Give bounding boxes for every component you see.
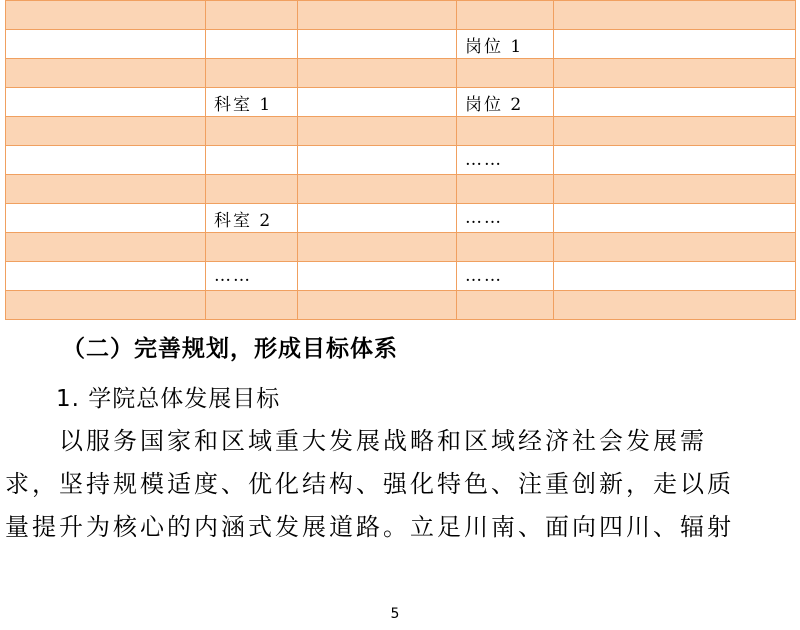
table-cell xyxy=(457,59,554,88)
table-row xyxy=(6,1,796,30)
table-cell xyxy=(206,30,298,59)
table-cell xyxy=(298,146,457,175)
table-cell xyxy=(6,88,206,117)
table-cell xyxy=(298,204,457,233)
table-cell xyxy=(206,291,298,320)
table-cell xyxy=(554,233,796,262)
table-cell xyxy=(298,59,457,88)
table-row xyxy=(6,59,796,88)
table-cell xyxy=(298,117,457,146)
paragraph-line: 量提升为核心的内涵式发展道路。立足川南、面向四川、辐射 xyxy=(5,513,734,541)
table-cell xyxy=(554,146,796,175)
table-cell xyxy=(6,30,206,59)
paragraph-line: 以服务国家和区域重大发展战略和区域经济社会发展需 xyxy=(59,427,707,455)
table-cell xyxy=(457,117,554,146)
table-cell xyxy=(6,146,206,175)
table-cell xyxy=(554,262,796,291)
table-cell: …… xyxy=(206,262,298,291)
table-row xyxy=(6,291,796,320)
table-cell: …… xyxy=(457,146,554,175)
table-cell xyxy=(298,291,457,320)
table-row xyxy=(6,88,796,117)
table-cell: …… xyxy=(457,262,554,291)
table-row xyxy=(6,262,796,291)
table-cell: 科室 2 xyxy=(206,204,298,233)
page-number: 5 xyxy=(390,606,400,622)
table-cell xyxy=(554,30,796,59)
body-paragraph xyxy=(5,420,795,549)
table-cell xyxy=(298,1,457,30)
table-cell xyxy=(298,175,457,204)
table-row xyxy=(6,146,796,175)
table-cell xyxy=(206,175,298,204)
table-cell: 岗位 1 xyxy=(457,30,554,59)
table-cell: 科室 1 xyxy=(206,88,298,117)
table-cell xyxy=(6,233,206,262)
table-cell xyxy=(6,204,206,233)
table-cell xyxy=(298,88,457,117)
table-cell xyxy=(206,117,298,146)
table-row xyxy=(6,233,796,262)
table-cell xyxy=(206,1,298,30)
table-cell xyxy=(6,117,206,146)
table-cell xyxy=(298,262,457,291)
table-cell xyxy=(554,175,796,204)
table-cell xyxy=(206,59,298,88)
table-cell xyxy=(298,233,457,262)
table-cell xyxy=(554,291,796,320)
table-cell xyxy=(554,204,796,233)
table-cell xyxy=(6,175,206,204)
subsection-heading: 1. 学院总体发展目标 xyxy=(56,386,281,412)
table-cell xyxy=(554,59,796,88)
table-cell xyxy=(6,1,206,30)
table-cell xyxy=(457,1,554,30)
table-cell xyxy=(554,88,796,117)
table-cell xyxy=(6,59,206,88)
table-row xyxy=(6,204,796,233)
table-cell xyxy=(206,146,298,175)
table-cell xyxy=(6,262,206,291)
org-table xyxy=(5,0,796,320)
table-cell: …… xyxy=(457,204,554,233)
table-cell xyxy=(298,30,457,59)
table-cell xyxy=(554,1,796,30)
table-cell xyxy=(554,117,796,146)
table-row xyxy=(6,117,796,146)
section-heading: （二）完善规划，形成目标体系 xyxy=(62,336,398,362)
table-cell xyxy=(457,233,554,262)
paragraph-line: 求，坚持规模适度、优化结构、强化特色、注重创新，走以质 xyxy=(5,470,734,498)
table-row xyxy=(6,30,796,59)
table-cell xyxy=(457,175,554,204)
table-row xyxy=(6,175,796,204)
table-cell: 岗位 2 xyxy=(457,88,554,117)
table-cell xyxy=(206,233,298,262)
table-cell xyxy=(6,291,206,320)
table-cell xyxy=(457,291,554,320)
